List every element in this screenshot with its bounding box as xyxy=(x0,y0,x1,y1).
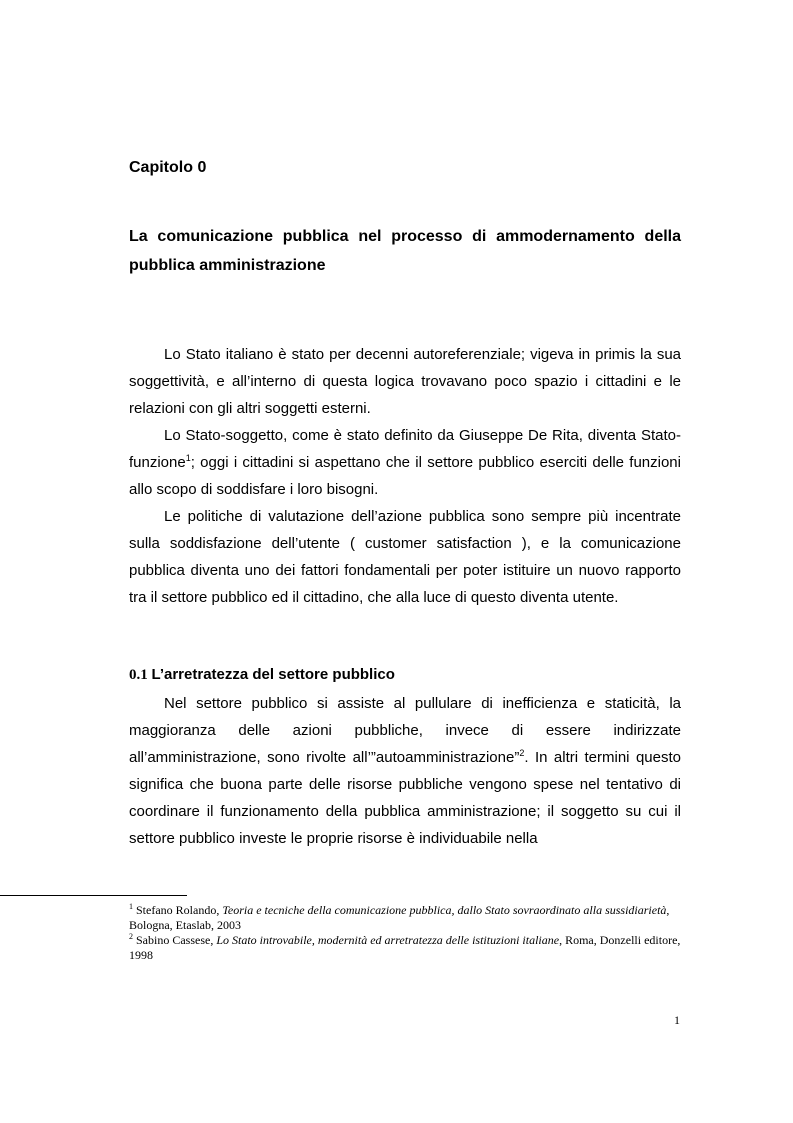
footnote-author: Sabino Cassese, xyxy=(136,933,217,947)
footnote-reference[interactable]: 1 xyxy=(185,453,191,463)
paragraph-text: Nel settore pubblico si assiste al pullulare di inefficienza e staticità, la maggioranza delle azioni pubbliche, invece di essere indirizzate all’amministrazione, sono rivolte all’”autoamministrazione” xyxy=(129,695,681,766)
paragraph-text: Lo Stato-soggetto, come è stato definito da Giuseppe De Rita, diventa Stato-funzione xyxy=(129,427,681,471)
chapter-label: Capitolo 0 xyxy=(129,159,207,176)
section-text xyxy=(129,690,681,852)
footnote-author: Stefano Rolando, xyxy=(136,903,223,917)
footnote-reference[interactable]: 2 xyxy=(519,748,525,758)
paragraph: Lo Stato italiano è stato per decenni autoreferenziale; vigeva in primis la sua soggettività, e all’interno di questa logica trovavano poco spazio i cittadini e le relazioni con gli altri soggetti esterni. xyxy=(129,346,681,417)
footnote xyxy=(129,933,689,963)
footnote-separator xyxy=(0,895,187,896)
paragraph: Le politiche di valutazione dell’azione pubblica sono sempre più incentrate sulla soddisfazione dell’utente ( customer satisfaction ), e la comunicazione pubblica diventa uno dei fattori fondamentali per poter istituire un nuovo rapporto tra il settore pubblico ed il cittadino, che alla luce di questo diventa utente. xyxy=(129,508,681,606)
paragraph xyxy=(129,422,681,503)
footnote-publication: , Bologna, Etaslab, 2003 xyxy=(129,903,670,932)
footnote-title: Lo Stato introvabile, modernità ed arretratezza delle istituzioni italiane xyxy=(216,933,560,947)
section-title: L’arretratezza del settore pubblico xyxy=(151,666,395,683)
section-number: 0.1 xyxy=(129,667,148,683)
footnotes xyxy=(129,903,689,963)
footnote-marker: 1 xyxy=(129,902,133,911)
footnote xyxy=(129,903,689,933)
chapter-title: La comunicazione pubblica nel processo di ammodernamento della pubblica amministrazione xyxy=(129,228,681,274)
paragraph xyxy=(129,690,681,852)
page-number: 1 xyxy=(674,1013,680,1027)
intro-text xyxy=(129,341,681,611)
paragraph-text: ; oggi i cittadini si aspettano che il settore pubblico eserciti delle funzioni allo scopo di soddisfare i loro bisogni. xyxy=(129,454,681,498)
footnote-publication: , Roma, Donzelli editore, 1998 xyxy=(129,933,681,962)
footnote-marker: 2 xyxy=(129,932,133,941)
paragraph-text: . In altri termini questo significa che buona parte delle risorse pubbliche vengono spese nel tentativo di coordinare il funzionamento della pubblica amministrazione; il soggetto su cui il settore pubblico investe le proprie risorse è individuabile nella xyxy=(129,749,681,847)
footnote-title: Teoria e tecniche della comunicazione pubblica, dallo Stato sovraordinato alla sussidiarietà xyxy=(222,903,667,917)
section-heading xyxy=(129,666,395,684)
